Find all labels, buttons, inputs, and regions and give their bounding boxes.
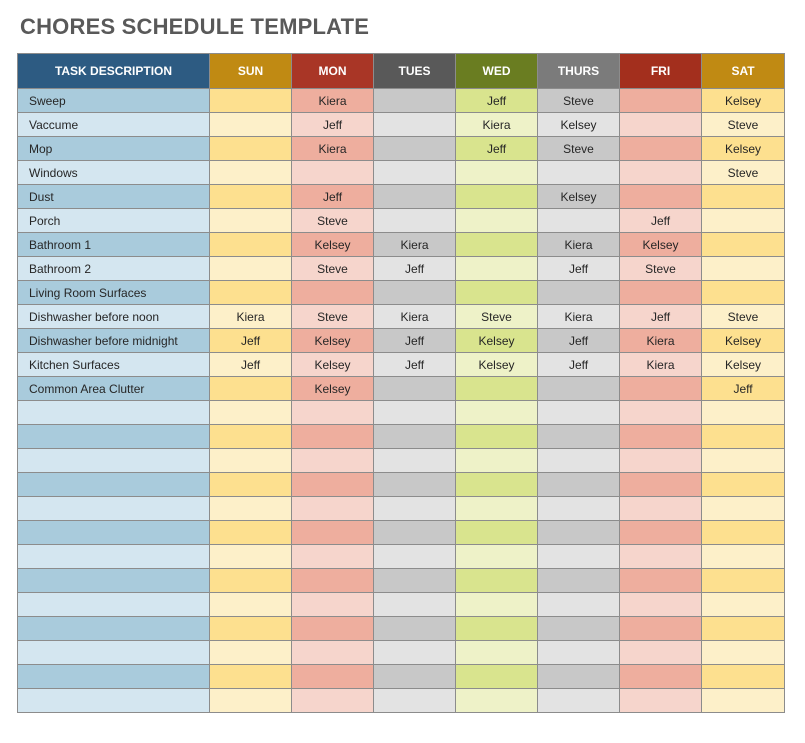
day-cell-wed[interactable] bbox=[456, 689, 538, 713]
day-cell-sat[interactable]: Steve bbox=[702, 113, 785, 137]
day-cell-mon[interactable] bbox=[292, 593, 374, 617]
day-cell-fri[interactable] bbox=[620, 449, 702, 473]
task-cell[interactable]: Sweep bbox=[18, 89, 210, 113]
day-cell-tues[interactable]: Jeff bbox=[374, 329, 456, 353]
table-row bbox=[18, 617, 785, 641]
table-row bbox=[18, 401, 785, 425]
day-cell-sun[interactable] bbox=[210, 497, 292, 521]
day-cell-thurs[interactable]: Steve bbox=[538, 89, 620, 113]
day-cell-tues[interactable] bbox=[374, 401, 456, 425]
day-cell-wed[interactable] bbox=[456, 233, 538, 257]
day-cell-tues[interactable] bbox=[374, 209, 456, 233]
day-cell-mon[interactable] bbox=[292, 281, 374, 305]
day-cell-fri[interactable] bbox=[620, 401, 702, 425]
day-cell-fri[interactable] bbox=[620, 89, 702, 113]
table-row bbox=[18, 545, 785, 569]
day-cell-wed[interactable] bbox=[456, 209, 538, 233]
day-cell-sun[interactable] bbox=[210, 521, 292, 545]
day-cell-sun[interactable] bbox=[210, 185, 292, 209]
day-cell-wed[interactable] bbox=[456, 161, 538, 185]
day-cell-mon[interactable]: Kelsey bbox=[292, 233, 374, 257]
day-cell-thurs[interactable] bbox=[538, 497, 620, 521]
day-cell-sat[interactable] bbox=[702, 497, 785, 521]
task-cell[interactable]: Windows bbox=[18, 161, 210, 185]
table-row bbox=[18, 281, 785, 305]
day-cell-tues[interactable] bbox=[374, 665, 456, 689]
day-cell-sun[interactable] bbox=[210, 257, 292, 281]
day-cell-mon[interactable] bbox=[292, 449, 374, 473]
day-cell-tues[interactable] bbox=[374, 377, 456, 401]
task-cell[interactable]: Mop bbox=[18, 137, 210, 161]
task-cell[interactable] bbox=[18, 401, 210, 425]
day-cell-fri[interactable]: Kiera bbox=[620, 329, 702, 353]
page-title: CHORES SCHEDULE TEMPLATE bbox=[20, 14, 370, 39]
day-cell-thurs[interactable] bbox=[538, 401, 620, 425]
day-cell-fri[interactable]: Jeff bbox=[620, 305, 702, 329]
day-cell-fri[interactable] bbox=[620, 161, 702, 185]
column-header-fri[interactable]: FRI bbox=[620, 54, 702, 89]
task-cell[interactable]: Bathroom 1 bbox=[18, 233, 210, 257]
day-cell-mon[interactable] bbox=[292, 665, 374, 689]
task-cell[interactable]: Living Room Surfaces bbox=[18, 281, 210, 305]
table-row bbox=[18, 185, 785, 209]
day-cell-fri[interactable] bbox=[620, 569, 702, 593]
day-cell-wed[interactable]: Kelsey bbox=[456, 329, 538, 353]
table-row bbox=[18, 113, 785, 137]
day-cell-wed[interactable] bbox=[456, 593, 538, 617]
day-cell-wed[interactable] bbox=[456, 497, 538, 521]
day-cell-sun[interactable] bbox=[210, 545, 292, 569]
day-cell-sat[interactable] bbox=[702, 425, 785, 449]
day-cell-sat[interactable]: Jeff bbox=[702, 377, 785, 401]
day-cell-tues[interactable] bbox=[374, 497, 456, 521]
day-cell-thurs[interactable]: Jeff bbox=[538, 353, 620, 377]
day-cell-tues[interactable] bbox=[374, 449, 456, 473]
day-cell-mon[interactable]: Jeff bbox=[292, 185, 374, 209]
task-cell[interactable]: Bathroom 2 bbox=[18, 257, 210, 281]
day-cell-sat[interactable] bbox=[702, 545, 785, 569]
column-header-thurs[interactable]: THURS bbox=[538, 54, 620, 89]
day-cell-mon[interactable] bbox=[292, 401, 374, 425]
day-cell-wed[interactable] bbox=[456, 257, 538, 281]
table-row bbox=[18, 569, 785, 593]
day-cell-fri[interactable] bbox=[620, 665, 702, 689]
day-cell-mon[interactable] bbox=[292, 497, 374, 521]
day-cell-fri[interactable]: Kiera bbox=[620, 353, 702, 377]
table-row bbox=[18, 161, 785, 185]
task-cell[interactable]: Dishwasher before noon bbox=[18, 305, 210, 329]
task-cell[interactable]: Dust bbox=[18, 185, 210, 209]
task-cell[interactable]: Dishwasher before midnight bbox=[18, 329, 210, 353]
day-cell-tues[interactable] bbox=[374, 113, 456, 137]
table-row bbox=[18, 233, 785, 257]
day-cell-sat[interactable]: Steve bbox=[702, 305, 785, 329]
day-cell-mon[interactable] bbox=[292, 641, 374, 665]
day-cell-thurs[interactable] bbox=[538, 209, 620, 233]
day-cell-fri[interactable] bbox=[620, 377, 702, 401]
day-cell-sun[interactable] bbox=[210, 689, 292, 713]
day-cell-thurs[interactable] bbox=[538, 545, 620, 569]
task-cell[interactable] bbox=[18, 425, 210, 449]
task-cell[interactable]: Common Area Clutter bbox=[18, 377, 210, 401]
day-cell-mon[interactable] bbox=[292, 473, 374, 497]
day-cell-thurs[interactable] bbox=[538, 281, 620, 305]
day-cell-mon[interactable] bbox=[292, 161, 374, 185]
day-cell-sun[interactable] bbox=[210, 569, 292, 593]
day-cell-thurs[interactable] bbox=[538, 593, 620, 617]
task-cell[interactable] bbox=[18, 497, 210, 521]
day-cell-tues[interactable]: Kiera bbox=[374, 305, 456, 329]
day-cell-wed[interactable] bbox=[456, 473, 538, 497]
column-header-sat[interactable]: SAT bbox=[702, 54, 785, 89]
day-cell-tues[interactable] bbox=[374, 521, 456, 545]
day-cell-sun[interactable] bbox=[210, 209, 292, 233]
day-cell-wed[interactable]: Kiera bbox=[456, 113, 538, 137]
table-row bbox=[18, 689, 785, 713]
day-cell-tues[interactable] bbox=[374, 473, 456, 497]
day-cell-sun[interactable] bbox=[210, 449, 292, 473]
day-cell-tues[interactable] bbox=[374, 545, 456, 569]
day-cell-thurs[interactable] bbox=[538, 449, 620, 473]
day-cell-thurs[interactable] bbox=[538, 617, 620, 641]
day-cell-fri[interactable] bbox=[620, 281, 702, 305]
day-cell-sun[interactable] bbox=[210, 281, 292, 305]
day-cell-sun[interactable] bbox=[210, 665, 292, 689]
column-header-task[interactable]: TASK DESCRIPTION bbox=[18, 54, 210, 89]
day-cell-fri[interactable] bbox=[620, 545, 702, 569]
day-cell-wed[interactable] bbox=[456, 281, 538, 305]
day-cell-thurs[interactable] bbox=[538, 161, 620, 185]
day-cell-sun[interactable]: Jeff bbox=[210, 353, 292, 377]
day-cell-tues[interactable] bbox=[374, 185, 456, 209]
day-cell-sun[interactable] bbox=[210, 401, 292, 425]
day-cell-fri[interactable] bbox=[620, 113, 702, 137]
task-cell[interactable]: Vaccume bbox=[18, 113, 210, 137]
day-cell-wed[interactable] bbox=[456, 665, 538, 689]
day-cell-mon[interactable] bbox=[292, 617, 374, 641]
task-cell[interactable]: Kitchen Surfaces bbox=[18, 353, 210, 377]
day-cell-sun[interactable] bbox=[210, 161, 292, 185]
day-cell-sat[interactable] bbox=[702, 665, 785, 689]
day-cell-sat[interactable] bbox=[702, 473, 785, 497]
day-cell-sat[interactable]: Kelsey bbox=[702, 137, 785, 161]
day-cell-thurs[interactable] bbox=[538, 641, 620, 665]
day-cell-mon[interactable]: Kelsey bbox=[292, 353, 374, 377]
day-cell-mon[interactable] bbox=[292, 521, 374, 545]
day-cell-fri[interactable]: Jeff bbox=[620, 209, 702, 233]
day-cell-sun[interactable] bbox=[210, 113, 292, 137]
day-cell-thurs[interactable] bbox=[538, 377, 620, 401]
day-cell-sat[interactable] bbox=[702, 257, 785, 281]
day-cell-sat[interactable]: Kelsey bbox=[702, 89, 785, 113]
day-cell-tues[interactable]: Jeff bbox=[374, 353, 456, 377]
day-cell-sat[interactable] bbox=[702, 449, 785, 473]
day-cell-wed[interactable] bbox=[456, 185, 538, 209]
day-cell-tues[interactable] bbox=[374, 89, 456, 113]
day-cell-sun[interactable]: Jeff bbox=[210, 329, 292, 353]
day-cell-thurs[interactable] bbox=[538, 569, 620, 593]
table-row bbox=[18, 209, 785, 233]
day-cell-sat[interactable] bbox=[702, 401, 785, 425]
task-cell[interactable] bbox=[18, 569, 210, 593]
day-cell-sat[interactable]: Kelsey bbox=[702, 353, 785, 377]
day-cell-fri[interactable] bbox=[620, 593, 702, 617]
task-cell[interactable] bbox=[18, 665, 210, 689]
table-row bbox=[18, 377, 785, 401]
day-cell-thurs[interactable]: Jeff bbox=[538, 329, 620, 353]
day-cell-fri[interactable] bbox=[620, 137, 702, 161]
day-cell-tues[interactable] bbox=[374, 425, 456, 449]
table-row bbox=[18, 641, 785, 665]
task-cell[interactable] bbox=[18, 473, 210, 497]
day-cell-wed[interactable] bbox=[456, 401, 538, 425]
day-cell-fri[interactable] bbox=[620, 497, 702, 521]
task-cell[interactable] bbox=[18, 521, 210, 545]
task-cell[interactable] bbox=[18, 641, 210, 665]
day-cell-sat[interactable] bbox=[702, 281, 785, 305]
day-cell-sat[interactable] bbox=[702, 689, 785, 713]
day-cell-fri[interactable] bbox=[620, 521, 702, 545]
task-cell[interactable] bbox=[18, 617, 210, 641]
day-cell-thurs[interactable] bbox=[538, 521, 620, 545]
day-cell-tues[interactable] bbox=[374, 281, 456, 305]
day-cell-mon[interactable] bbox=[292, 569, 374, 593]
day-cell-thurs[interactable]: Kiera bbox=[538, 305, 620, 329]
day-cell-wed[interactable]: Steve bbox=[456, 305, 538, 329]
table-row bbox=[18, 473, 785, 497]
day-cell-sun[interactable] bbox=[210, 473, 292, 497]
day-cell-tues[interactable] bbox=[374, 641, 456, 665]
day-cell-thurs[interactable]: Kiera bbox=[538, 233, 620, 257]
table-row bbox=[18, 257, 785, 281]
task-cell[interactable] bbox=[18, 593, 210, 617]
day-cell-wed[interactable] bbox=[456, 545, 538, 569]
day-cell-sun[interactable] bbox=[210, 593, 292, 617]
day-cell-sat[interactable] bbox=[702, 641, 785, 665]
day-cell-tues[interactable] bbox=[374, 689, 456, 713]
day-cell-wed[interactable] bbox=[456, 377, 538, 401]
day-cell-wed[interactable] bbox=[456, 641, 538, 665]
day-cell-thurs[interactable] bbox=[538, 689, 620, 713]
table-row bbox=[18, 665, 785, 689]
day-cell-mon[interactable]: Kelsey bbox=[292, 377, 374, 401]
table-row bbox=[18, 137, 785, 161]
day-cell-tues[interactable] bbox=[374, 137, 456, 161]
day-cell-sat[interactable] bbox=[702, 593, 785, 617]
day-cell-sat[interactable]: Kelsey bbox=[702, 329, 785, 353]
table-row bbox=[18, 449, 785, 473]
day-cell-sat[interactable] bbox=[702, 209, 785, 233]
day-cell-tues[interactable] bbox=[374, 593, 456, 617]
table-row bbox=[18, 305, 785, 329]
day-cell-fri[interactable] bbox=[620, 185, 702, 209]
day-cell-fri[interactable] bbox=[620, 641, 702, 665]
table-row bbox=[18, 521, 785, 545]
table-row bbox=[18, 353, 785, 377]
day-cell-sun[interactable] bbox=[210, 425, 292, 449]
day-cell-sat[interactable] bbox=[702, 617, 785, 641]
day-cell-tues[interactable]: Kiera bbox=[374, 233, 456, 257]
table-row bbox=[18, 329, 785, 353]
day-cell-wed[interactable]: Jeff bbox=[456, 89, 538, 113]
day-cell-mon[interactable]: Kiera bbox=[292, 137, 374, 161]
day-cell-sun[interactable] bbox=[210, 377, 292, 401]
table-row bbox=[18, 593, 785, 617]
column-header-tues[interactable]: TUES bbox=[374, 54, 456, 89]
header-row bbox=[18, 54, 785, 89]
day-cell-sun[interactable] bbox=[210, 233, 292, 257]
table-row bbox=[18, 425, 785, 449]
day-cell-thurs[interactable]: Jeff bbox=[538, 257, 620, 281]
day-cell-sun[interactable] bbox=[210, 137, 292, 161]
day-cell-fri[interactable]: Steve bbox=[620, 257, 702, 281]
day-cell-mon[interactable] bbox=[292, 425, 374, 449]
day-cell-wed[interactable] bbox=[456, 569, 538, 593]
task-cell[interactable] bbox=[18, 449, 210, 473]
task-cell[interactable] bbox=[18, 689, 210, 713]
day-cell-sat[interactable] bbox=[702, 185, 785, 209]
day-cell-wed[interactable] bbox=[456, 521, 538, 545]
day-cell-mon[interactable]: Kelsey bbox=[292, 329, 374, 353]
day-cell-wed[interactable] bbox=[456, 449, 538, 473]
day-cell-mon[interactable] bbox=[292, 689, 374, 713]
task-cell[interactable]: Porch bbox=[18, 209, 210, 233]
day-cell-mon[interactable] bbox=[292, 545, 374, 569]
day-cell-mon[interactable]: Steve bbox=[292, 257, 374, 281]
day-cell-mon[interactable]: Kiera bbox=[292, 89, 374, 113]
day-cell-thurs[interactable] bbox=[538, 665, 620, 689]
table-body bbox=[18, 89, 785, 713]
column-header-wed[interactable]: WED bbox=[456, 54, 538, 89]
day-cell-sat[interactable]: Steve bbox=[702, 161, 785, 185]
task-cell[interactable] bbox=[18, 545, 210, 569]
day-cell-thurs[interactable] bbox=[538, 473, 620, 497]
day-cell-sun[interactable] bbox=[210, 89, 292, 113]
day-cell-fri[interactable] bbox=[620, 473, 702, 497]
day-cell-sat[interactable] bbox=[702, 569, 785, 593]
column-header-sun[interactable]: SUN bbox=[210, 54, 292, 89]
day-cell-wed[interactable] bbox=[456, 425, 538, 449]
column-header-mon[interactable]: MON bbox=[292, 54, 374, 89]
day-cell-wed[interactable]: Jeff bbox=[456, 137, 538, 161]
day-cell-thurs[interactable] bbox=[538, 425, 620, 449]
day-cell-wed[interactable] bbox=[456, 617, 538, 641]
day-cell-fri[interactable] bbox=[620, 617, 702, 641]
day-cell-sat[interactable] bbox=[702, 233, 785, 257]
day-cell-tues[interactable] bbox=[374, 569, 456, 593]
day-cell-sun[interactable] bbox=[210, 617, 292, 641]
day-cell-fri[interactable] bbox=[620, 425, 702, 449]
day-cell-tues[interactable]: Jeff bbox=[374, 257, 456, 281]
day-cell-sat[interactable] bbox=[702, 521, 785, 545]
table-row bbox=[18, 89, 785, 113]
day-cell-mon[interactable]: Steve bbox=[292, 305, 374, 329]
day-cell-thurs[interactable]: Kelsey bbox=[538, 185, 620, 209]
day-cell-sun[interactable]: Kiera bbox=[210, 305, 292, 329]
day-cell-fri[interactable]: Kelsey bbox=[620, 233, 702, 257]
day-cell-fri[interactable] bbox=[620, 689, 702, 713]
table-row bbox=[18, 497, 785, 521]
day-cell-tues[interactable] bbox=[374, 617, 456, 641]
day-cell-sun[interactable] bbox=[210, 641, 292, 665]
chores-table bbox=[17, 53, 785, 713]
day-cell-mon[interactable]: Jeff bbox=[292, 113, 374, 137]
day-cell-mon[interactable]: Steve bbox=[292, 209, 374, 233]
day-cell-wed[interactable]: Kelsey bbox=[456, 353, 538, 377]
day-cell-thurs[interactable]: Kelsey bbox=[538, 113, 620, 137]
day-cell-tues[interactable] bbox=[374, 161, 456, 185]
day-cell-thurs[interactable]: Steve bbox=[538, 137, 620, 161]
